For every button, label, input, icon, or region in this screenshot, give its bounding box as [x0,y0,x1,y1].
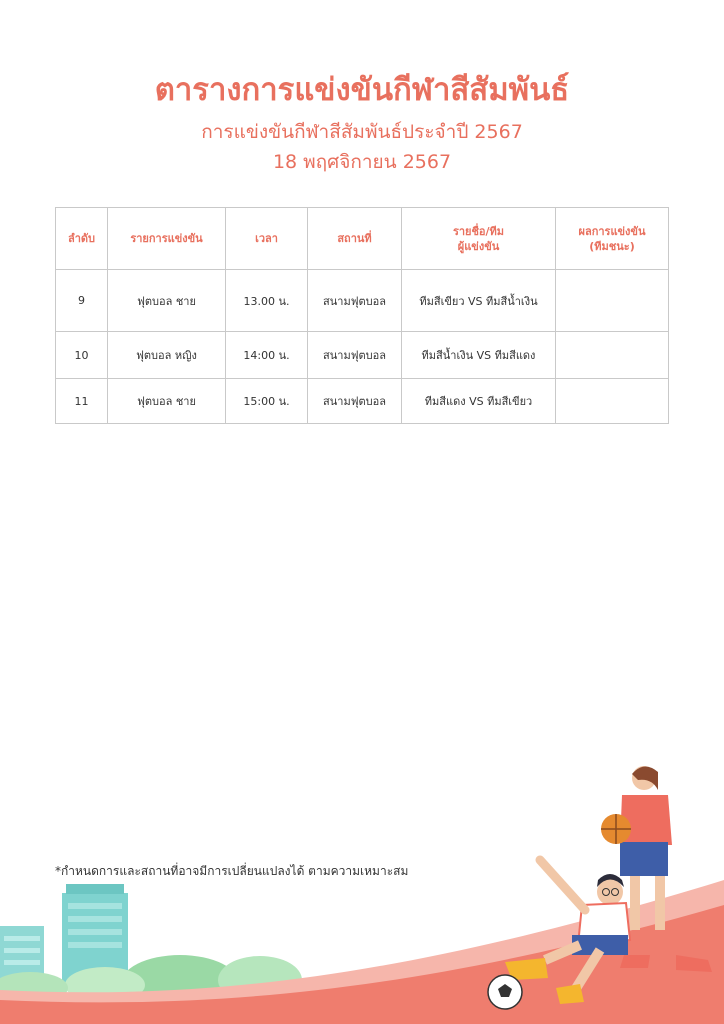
col-header-no: ลำดับ [56,208,108,270]
cell-time: 15:00 น. [226,379,308,424]
cell-venue: สนามฟุตบอล [308,332,402,379]
cell-result [556,270,669,332]
col-header-venue: สถานที่ [308,208,402,270]
table-row [56,332,669,379]
ground-wave [0,880,724,1024]
cell-no: 10 [56,332,108,379]
page-title: ตารางการแข่งขันกีฬาสีสัมพันธ์ [154,72,570,108]
cell-teams: ทีมสีเขียว VS ทีมสีน้ำเงิน [402,270,556,332]
table-row [56,270,669,332]
cell-time: 14:00 น. [226,332,308,379]
col-header-event: รายการแข่งขัน [108,208,226,270]
bush-icon [0,955,302,1015]
page-subtitle: การแข่งขันกีฬาสีสัมพันธ์ประจำปี 2567 [201,121,523,143]
cell-no: 11 [56,379,108,424]
cell-event: ฟุตบอล ชาย [108,270,226,332]
event-date: 18 พฤศจิกายน 2567 [272,151,452,173]
cell-teams: ทีมสีแดง VS ทีมสีเขียว [402,379,556,424]
football-icon [488,975,522,1009]
cell-time: 13.00 น. [226,270,308,332]
basketball-player-icon [601,766,712,972]
cell-venue: สนามฟุตบอล [308,270,402,332]
table-header-row [56,208,669,270]
schedule-table [55,207,669,424]
col-header-time: เวลา [226,208,308,270]
cell-result [556,379,669,424]
cell-no: 9 [56,270,108,332]
cell-teams: ทีมสีน้ำเงิน VS ทีมสีแดง [402,332,556,379]
cell-event: ฟุตบอล หญิง [108,332,226,379]
col-header-result: ผลการแข่งขัน (ทีมชนะ) [556,208,669,270]
col-header-teams: รายชื่อ/ทีม ผู้แข่งขัน [402,208,556,270]
cell-event: ฟุตบอล ชาย [108,379,226,424]
cell-result [556,332,669,379]
football-player-icon [505,860,630,1004]
cell-venue: สนามฟุตบอล [308,379,402,424]
building-icon [0,884,128,986]
table-row [56,379,669,424]
schedule-note: *กำหนดการและสถานที่อาจมีการเปลี่ยนแปลงได้ ตามความเหมาะสม [55,864,409,878]
